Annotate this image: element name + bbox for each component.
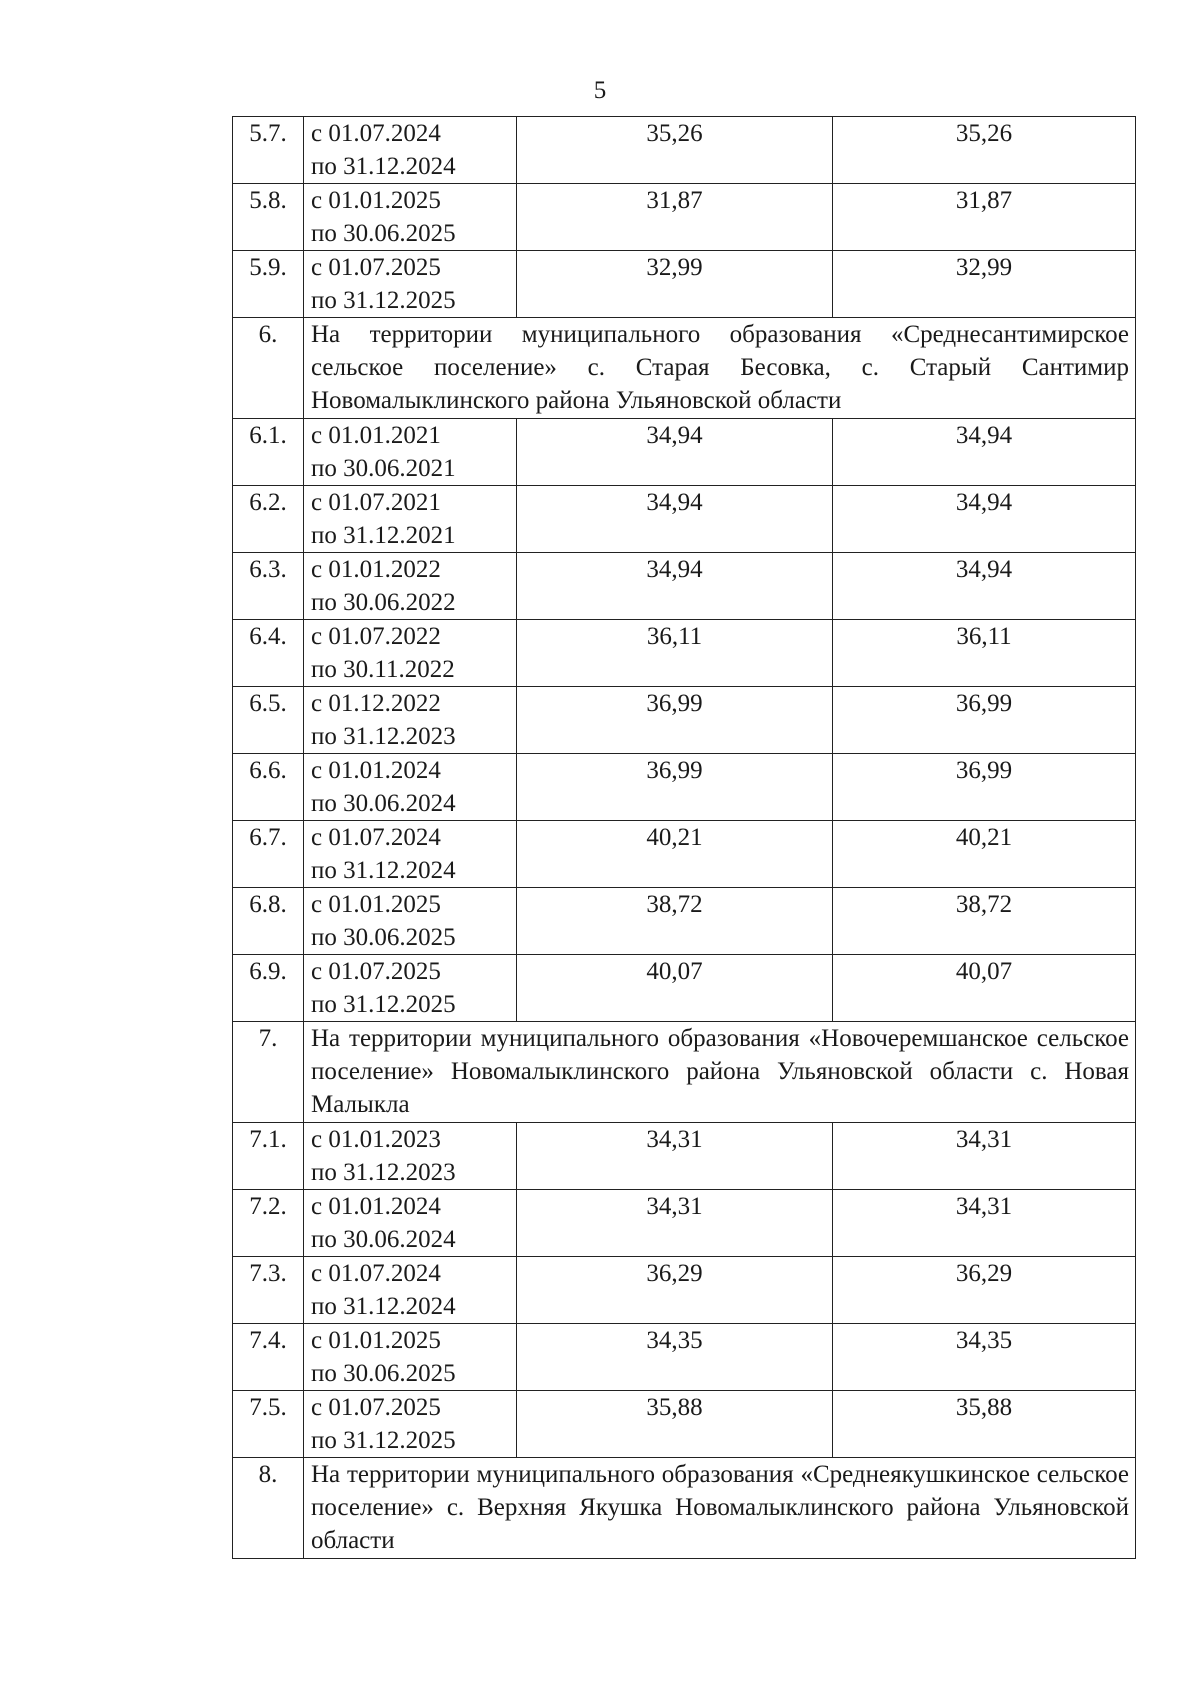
period-to: по 30.06.2025 [311,924,456,951]
period-from: с 01.07.2024 [311,1260,441,1287]
period-from: с 01.01.2023 [311,1126,441,1153]
tariff-value-1: 31,87 [517,184,833,251]
tariff-value-1: 36,99 [517,754,833,821]
tariff-value-1: 35,88 [517,1391,833,1458]
period-from: с 01.01.2024 [311,757,441,784]
table-row [233,955,1136,1022]
period-from: с 01.12.2022 [311,690,441,717]
row-number: 5.8. [233,184,304,251]
tariff-value-2: 40,21 [833,821,1136,888]
row-number: 6.4. [233,620,304,687]
section-row [233,318,1136,419]
tariff-value-1: 40,21 [517,821,833,888]
section-heading: На территории муниципального образования «Среднеякушкинское сельское поселение» с. Верхняя Якушка Новомалыклинского района Ульяновской области [304,1458,1136,1559]
tariff-value-2: 36,99 [833,687,1136,754]
tariff-value-2: 34,31 [833,1123,1136,1190]
row-number: 6.6. [233,754,304,821]
period-from: с 01.01.2025 [311,1327,441,1354]
row-number: 7.2. [233,1190,304,1257]
table-row [233,1391,1136,1458]
tariff-value-2: 34,31 [833,1190,1136,1257]
period-cell [304,754,517,821]
period-to: по 31.12.2024 [311,857,456,884]
period-to: по 30.06.2025 [311,220,456,247]
table-row [233,1257,1136,1324]
period-cell [304,184,517,251]
period-to: по 31.12.2025 [311,1427,456,1454]
period-from: с 01.01.2025 [311,891,441,918]
row-number: 6.9. [233,955,304,1022]
tariff-table-body [233,117,1136,1559]
table-row [233,251,1136,318]
tariff-value-2: 31,87 [833,184,1136,251]
tariff-value-2: 34,35 [833,1324,1136,1391]
row-number: 7.3. [233,1257,304,1324]
period-from: с 01.01.2022 [311,556,441,583]
section-heading: На территории муниципального образования «Среднесантимирское сельское поселение» с. Старая Бесовка, с. Старый Сантимир Новомалыклинского района Ульяновской области [304,318,1136,419]
period-cell [304,1391,517,1458]
row-number: 6.8. [233,888,304,955]
period-from: с 01.07.2021 [311,489,441,516]
period-cell [304,117,517,184]
section-number: 8. [233,1458,304,1559]
period-to: по 31.12.2024 [311,153,456,180]
tariff-value-2: 40,07 [833,955,1136,1022]
period-to: по 31.12.2021 [311,522,456,549]
period-cell [304,553,517,620]
tariff-value-1: 36,29 [517,1257,833,1324]
section-number: 6. [233,318,304,419]
section-row [233,1022,1136,1123]
tariff-value-2: 36,11 [833,620,1136,687]
table-row [233,888,1136,955]
table-row [233,1190,1136,1257]
tariff-value-1: 32,99 [517,251,833,318]
tariff-value-1: 38,72 [517,888,833,955]
period-to: по 31.12.2025 [311,991,456,1018]
period-cell [304,1190,517,1257]
row-number: 5.7. [233,117,304,184]
table-row [233,1324,1136,1391]
table-row [233,184,1136,251]
period-to: по 30.06.2021 [311,455,456,482]
table-row [233,117,1136,184]
row-number: 6.5. [233,687,304,754]
section-heading: На территории муниципального образования «Новочеремшанское сельское поселение» Новомалыклинского района Ульяновской области с. Новая Малыкла [304,1022,1136,1123]
period-to: по 31.12.2023 [311,1159,456,1186]
tariff-value-2: 38,72 [833,888,1136,955]
period-cell [304,620,517,687]
period-to: по 31.12.2024 [311,1293,456,1320]
tariff-value-1: 36,99 [517,687,833,754]
tariff-value-1: 34,94 [517,486,833,553]
section-row [233,1458,1136,1559]
row-number: 7.5. [233,1391,304,1458]
period-from: с 01.07.2022 [311,623,441,650]
period-cell [304,955,517,1022]
period-to: по 30.11.2022 [311,656,455,683]
period-cell [304,888,517,955]
table-row [233,754,1136,821]
tariff-value-1: 40,07 [517,955,833,1022]
tariff-value-1: 34,94 [517,419,833,486]
tariff-value-2: 34,94 [833,553,1136,620]
table-row [233,553,1136,620]
period-cell [304,486,517,553]
period-to: по 31.12.2023 [311,723,456,750]
row-number: 6.7. [233,821,304,888]
table-row [233,620,1136,687]
period-cell [304,1257,517,1324]
tariff-value-2: 36,99 [833,754,1136,821]
period-from: с 01.07.2025 [311,1394,441,1421]
period-cell [304,419,517,486]
period-from: с 01.07.2025 [311,254,441,281]
tariff-value-2: 35,26 [833,117,1136,184]
period-to: по 30.06.2024 [311,1226,456,1253]
period-from: с 01.01.2024 [311,1193,441,1220]
tariff-value-2: 36,29 [833,1257,1136,1324]
period-cell [304,687,517,754]
tariff-value-2: 35,88 [833,1391,1136,1458]
tariff-value-1: 34,31 [517,1190,833,1257]
row-number: 6.1. [233,419,304,486]
period-to: по 31.12.2025 [311,287,456,314]
table-row [233,419,1136,486]
period-from: с 01.07.2024 [311,120,441,147]
period-cell [304,821,517,888]
period-from: с 01.07.2025 [311,958,441,985]
period-to: по 30.06.2025 [311,1360,456,1387]
period-to: по 30.06.2024 [311,790,456,817]
tariff-value-1: 34,94 [517,553,833,620]
tariff-value-1: 34,35 [517,1324,833,1391]
period-from: с 01.07.2024 [311,824,441,851]
tariff-value-2: 32,99 [833,251,1136,318]
tariff-value-2: 34,94 [833,419,1136,486]
row-number: 6.2. [233,486,304,553]
row-number: 5.9. [233,251,304,318]
period-from: с 01.01.2021 [311,422,441,449]
tariff-value-1: 34,31 [517,1123,833,1190]
page-number: 5 [593,77,607,104]
table-row [233,1123,1136,1190]
section-number: 7. [233,1022,304,1123]
period-cell [304,251,517,318]
table-row [233,687,1136,754]
table-row [233,821,1136,888]
period-cell [304,1324,517,1391]
period-cell [304,1123,517,1190]
row-number: 6.3. [233,553,304,620]
row-number: 7.1. [233,1123,304,1190]
tariff-value-2: 34,94 [833,486,1136,553]
row-number: 7.4. [233,1324,304,1391]
table-row [233,486,1136,553]
tariff-value-1: 35,26 [517,117,833,184]
period-to: по 30.06.2022 [311,589,456,616]
tariff-value-1: 36,11 [517,620,833,687]
period-from: с 01.01.2025 [311,187,441,214]
tariff-table [232,116,1136,1559]
